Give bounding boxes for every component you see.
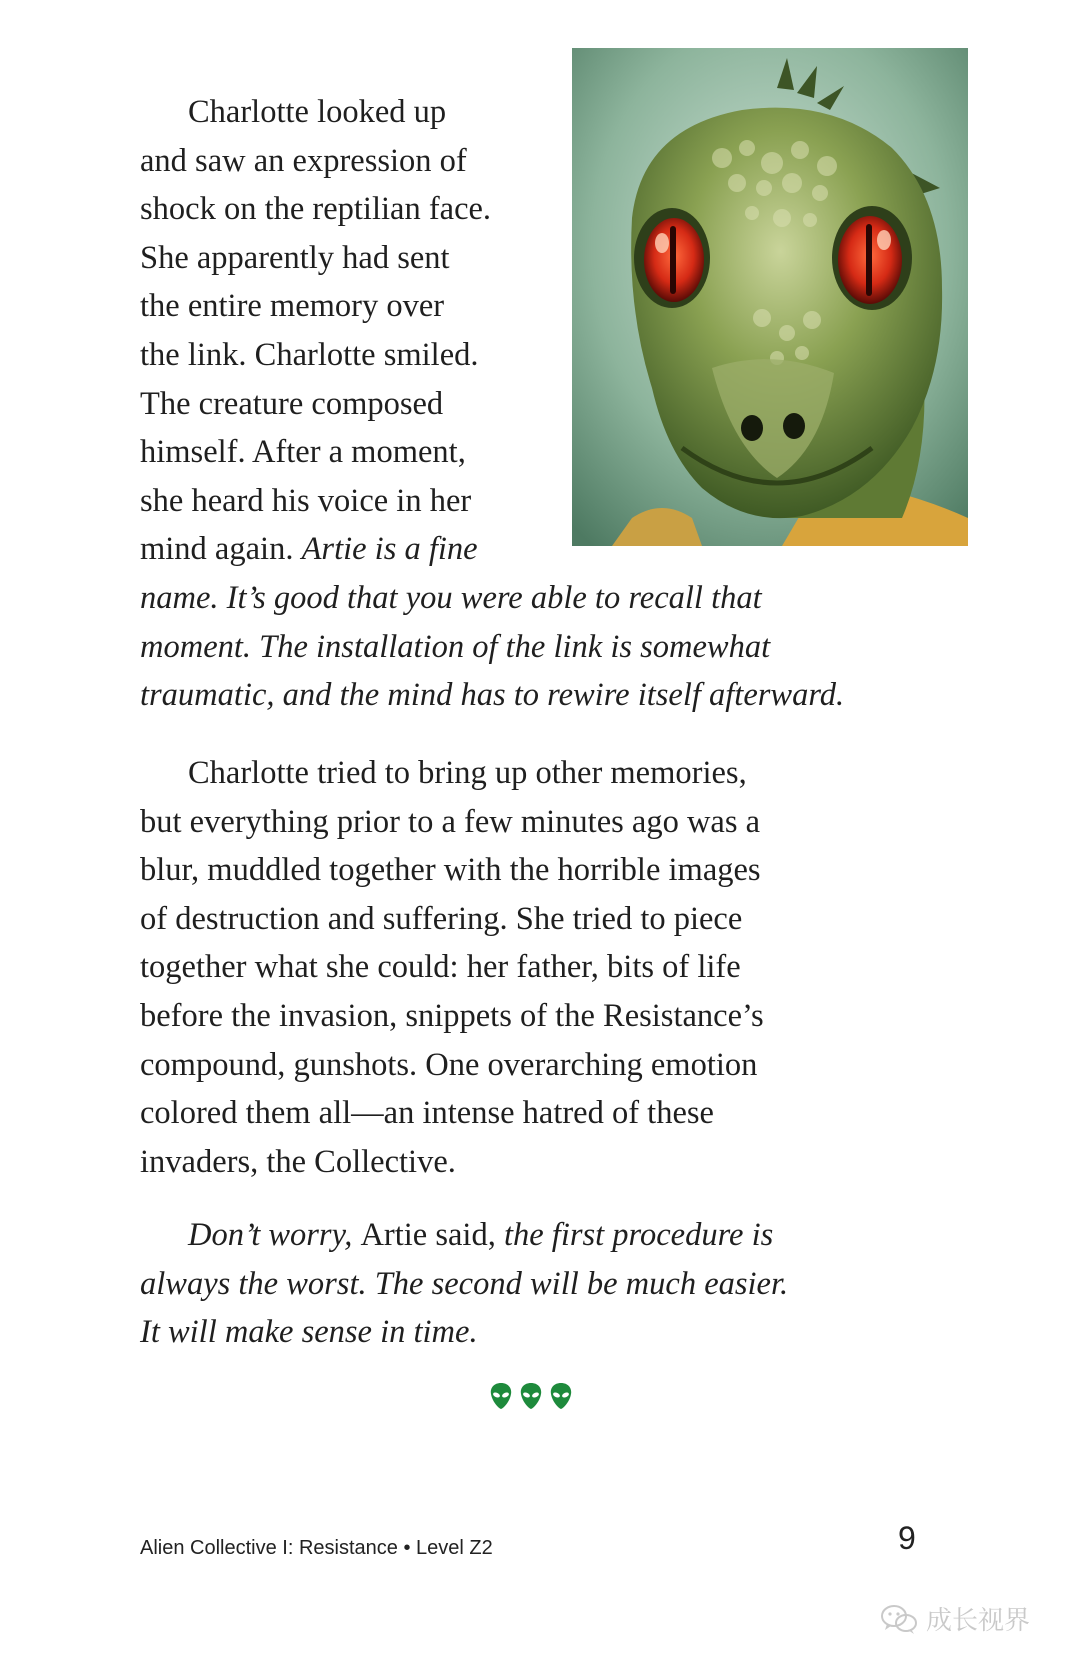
paragraph-3 <box>140 1211 920 1357</box>
text-line: but everything prior to a few minutes ago was a <box>140 803 761 840</box>
alien-head-icon <box>519 1382 543 1410</box>
text-line: blur, muddled together with the horrible images <box>140 852 761 889</box>
paragraph-2 <box>140 749 920 1186</box>
text-line <box>140 1211 920 1260</box>
text-line: She apparently had sent <box>140 239 450 276</box>
book-title-footer: Alien Collective I: Resistance • Level Z2 <box>140 1537 493 1559</box>
text-line: the link. Charlotte smiled. <box>140 336 479 373</box>
text-line: before the invasion, snippets of the Resistance’s <box>140 997 764 1034</box>
text-italic: Artie is a fine <box>301 531 478 568</box>
section-divider <box>489 1382 589 1412</box>
watermark-text: 成长视界 <box>926 1606 1031 1636</box>
text-line: she heard his voice in her <box>140 482 472 519</box>
text-line: name. It’s good that you were able to recall that <box>140 579 762 616</box>
text-line: always the worst. The second will be much easier. <box>140 1265 789 1302</box>
text-roman: Artie said, <box>360 1217 504 1253</box>
text-italic: Don’t worry, <box>188 1217 361 1253</box>
text-line: traumatic, and the mind has to rewire itself afterward. <box>140 677 845 714</box>
text-line: It will make sense in time. <box>140 1314 478 1351</box>
text-line: compound, gunshots. One overarching emotion <box>140 1046 758 1083</box>
text-italic: the first procedure is <box>503 1217 774 1253</box>
text-line: Charlotte looked up <box>188 94 447 130</box>
text-line: of destruction and suffering. She tried to piece <box>140 900 743 937</box>
text-line: himself. After a moment, <box>140 434 466 471</box>
text-line <box>140 525 920 574</box>
text-line: and saw an expression of <box>140 142 467 179</box>
text-roman: mind again. <box>140 531 302 568</box>
text-line: invaders, the Collective. <box>140 1143 456 1180</box>
text-line: shock on the reptilian face. <box>140 191 492 228</box>
watermark <box>880 1600 1030 1637</box>
paragraph-1 <box>140 88 920 720</box>
text-line: the entire memory over <box>140 288 445 325</box>
alien-head-icon <box>549 1382 573 1410</box>
text-line: colored them all—an intense hatred of these <box>140 1095 714 1132</box>
alien-head-icon <box>489 1382 513 1410</box>
text-line: together what she could: her father, bits of life <box>140 949 741 986</box>
text-line: moment. The installation of the link is somewhat <box>140 628 771 665</box>
page-number: 9 <box>898 1520 916 1556</box>
text-line: The creature composed <box>140 385 444 422</box>
wechat-icon <box>880 1603 918 1635</box>
text-line: Charlotte tried to bring up other memories, <box>188 755 747 791</box>
